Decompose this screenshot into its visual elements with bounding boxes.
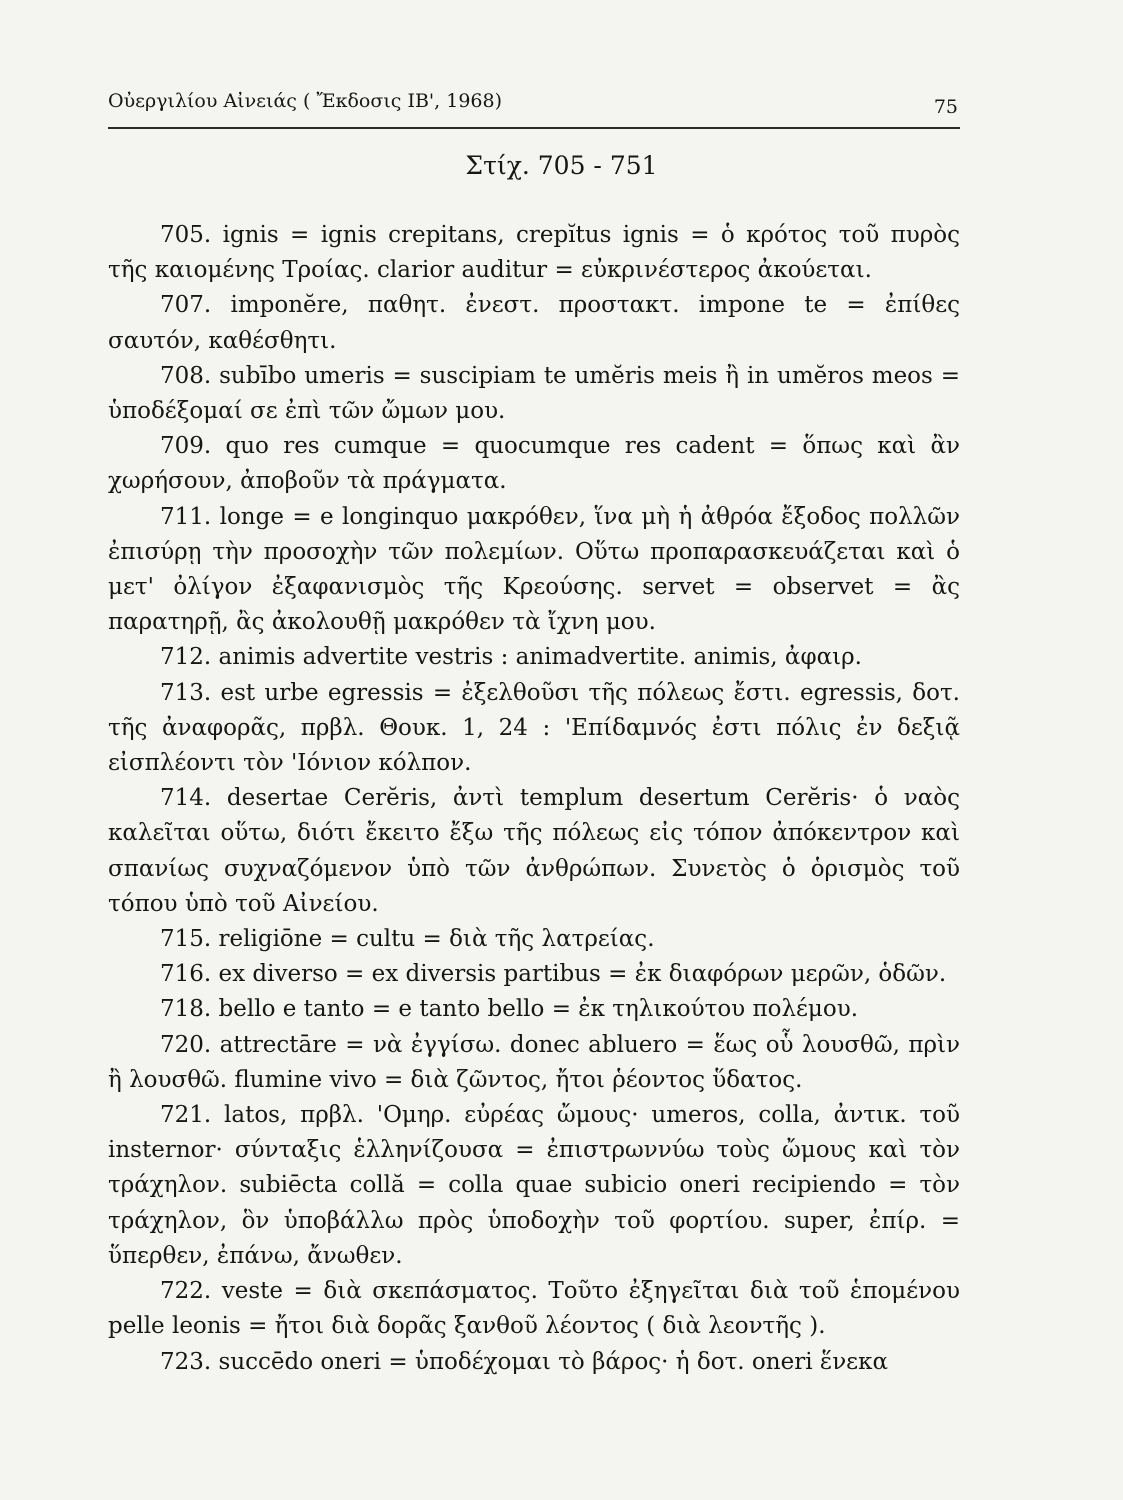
section-title: Στίχ. 705 - 751 [465,151,658,180]
commentary-entry-723: 723. succēdo oneri = ὑποδέχομαι τὸ βάρος· ἡ δοτ. oneri ἕνεκα [160,1348,889,1375]
commentary-entry-708: 708. subībo umeris = suscipiam te umĕris meis ἢ in umĕros meos = ὑποδέξομαί σε ἐπὶ τῶν ὤμων μου. [108,362,960,425]
header-title: Οὐεργιλίου Αἰνειάς ( Ἔκδοσις ΙΒ', 1968) [108,90,502,112]
commentary-entry-718: 718. bello e tanto = e tanto bello = ἐκ τηλικούτου πολέμου. [160,996,859,1023]
commentary-body [108,218,960,1380]
running-header [108,86,958,116]
commentary-entry-707: 707. imponĕre, παθητ. ἐνεστ. προστακτ. impone te = ἐπίθες σαυτόν, καθέσθητι. [108,292,960,354]
commentary-entry-713: 713. est urbe egressis = ἐξελθοῦσι τῆς πόλεως ἔστι. egressis, δοτ. τῆς ἀναφορᾶς, πρβλ. Θουκ. 1, 24 : 'Επίδαμνός ἐστι πόλις ἐν δεξιᾷ εἰσπλέοντι τὸν 'Ιόνιον κόλπον. [108,679,960,777]
commentary-entry-722: 722. veste = διὰ σκεπάσματος. Τοῦτο ἐξηγεῖται διὰ τοῦ ἑπομένου pelle leonis = ἤτοι διὰ δορᾶς ξανθοῦ λέοντος ( διὰ λεοντῆς ). [108,1278,960,1340]
commentary-entry-721: 721. latos, πρβλ. 'Ομηρ. εὐρέας ὤμους· umeros, colla, ἀντικ. τοῦ insternor· σύνταξις ἑλληνίζουσα = ἐπιστρωννύω τοὺς ὤμους καὶ τὸν τράχηλον. subiēcta collă = colla quae subicio oneri recipiendo = τὸν τράχηλον, ὃν ὑποβάλλω πρὸς ὑποδοχὴν τοῦ φορτίου. super, ἐπίρ. = ὕπερθεν, ἐπάνω, ἄνωθεν. [108,1102,960,1269]
commentary-entry-709: 709. quo res cumque = quocumque res cadent = ὅπως καὶ ἂν χωρήσουν, ἀποβοῦν τὰ πράγματα. [108,433,960,495]
page-number: 75 [933,96,958,118]
commentary-entry-712: 712. animis advertite vestris : animadvertite. animis, ἀφαιρ. [160,644,862,671]
header-rule [108,127,960,129]
commentary-entry-711: 711. longe = e longinquo μακρόθεν, ἵνα μὴ ἡ ἀθρόα ἔξοδος πολλῶν ἐπισύρῃ τὴν προσοχὴν τῶν πολεμίων. Οὕτω προπαρασκευάζεται καὶ ὁ μετ' ὀλίγον ἐξαφανισμὸς τῆς Κρεούσης. servet = observet = ἂς παρατηρῇ, ἂς ἀκολουθῇ μακρόθεν τὰ ἴχνη μου. [108,503,960,636]
commentary-entry-720: 720. attrectāre = νὰ ἐγγίσω. donec abluero = ἕως οὗ λουσθῶ, πρὶν ἢ λουσθῶ. flumine vivo = διὰ ζῶντος, ἤτοι ῥέοντος ὕδατος. [108,1031,960,1093]
commentary-entry-705: 705. ignis = ignis crepitans, crepĭtus ignis = ὁ κρότος τοῦ πυρὸς τῆς καιομένης Τροίας. clarior auditur = εὐκρινέστερος ἀκούεται. [108,222,960,284]
commentary-entry-714: 714. desertae Cerĕris, ἀντὶ templum desertum Cerĕris· ὁ ναὸς καλεῖται οὕτω, διότι ἔκειτο ἔξω τῆς πόλεως εἰς τόπον ἀπόκεντρον καὶ σπανίως συχναζόμενον ὑπὸ τῶν ἀνθρώπων. Συνετὸς ὁ ὁρισμὸς τοῦ τόπου ὑπὸ τοῦ Αἰνείου. [108,785,960,917]
commentary-entry-716: 716. ex diverso = ex diversis partibus = ἐκ διαφόρων μερῶν, ὁδῶν. [160,961,947,988]
commentary-entry-715: 715. religiōne = cultu = διὰ τῆς λατρείας. [160,926,655,953]
